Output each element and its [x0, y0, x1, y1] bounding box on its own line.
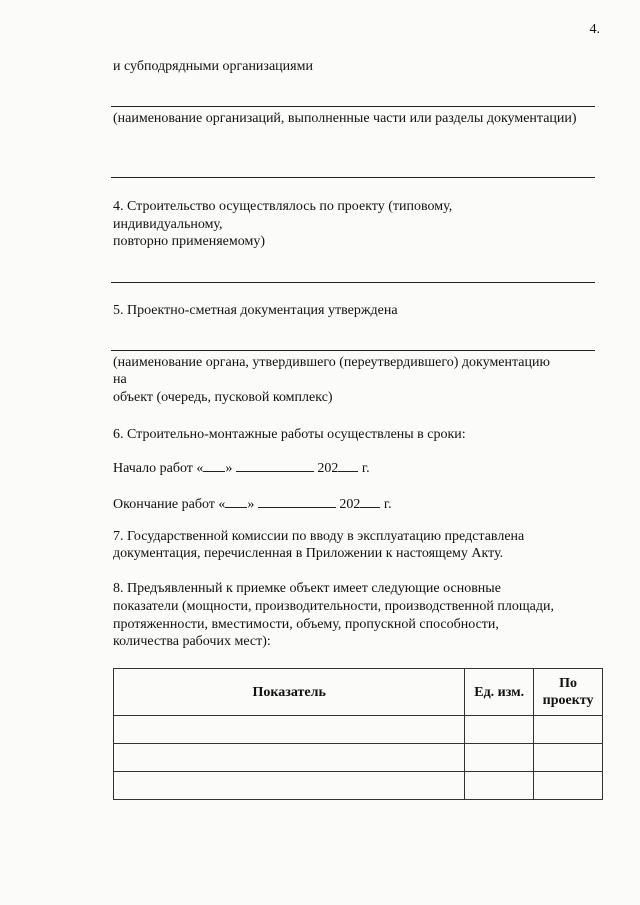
table-cell[interactable]	[114, 744, 465, 772]
table-cell[interactable]	[534, 744, 603, 772]
section5-hint-line3: объект (очередь, пусковой комплекс)	[113, 390, 333, 405]
start-date-line	[113, 458, 603, 477]
table-cell[interactable]	[114, 772, 465, 800]
table-row	[114, 716, 603, 744]
subcontractors-fill-line-2[interactable]	[111, 177, 595, 178]
end-day-field[interactable]	[225, 494, 247, 508]
subcontractors-text: и субподрядными организациями	[113, 59, 313, 74]
project-type-fill-line[interactable]	[111, 282, 595, 283]
section4-line2: индивидуальному,	[113, 217, 223, 232]
header-unit: Ед. изм.	[465, 669, 534, 716]
section8-line1: 8. Предъявленный к приемке объект имеет следующие основные	[113, 581, 501, 596]
end-year-suffix: г.	[383, 497, 392, 512]
table-cell[interactable]	[534, 772, 603, 800]
section7-line1: 7. Государственной комиссии по вводу в эксплуатацию представлена	[113, 529, 525, 544]
section5-hint-line1: (наименование органа, утвердившего (переутвердившего) документацию	[113, 355, 550, 370]
subcontractors-hint: (наименование организаций, выполненные части или разделы документации)	[113, 111, 577, 126]
header-by-project-line1: По	[559, 676, 577, 691]
table-row	[114, 744, 603, 772]
start-label: Начало работ «	[113, 461, 204, 476]
header-by-project-line2: проекту	[542, 693, 594, 708]
start-year-field[interactable]	[338, 458, 358, 472]
indicators-table	[113, 668, 603, 800]
section7-line2: документация, перечисленная в Приложении к настоящему Акту.	[113, 546, 504, 561]
section5-text: 5. Проектно-сметная документация утверждена	[113, 303, 398, 318]
approval-fill-line[interactable]	[111, 350, 595, 351]
table-cell[interactable]	[465, 716, 534, 744]
section8-line4: количества рабочих мест):	[113, 634, 271, 649]
section4-line3: повторно применяемому)	[113, 234, 265, 249]
end-quote-close: »	[247, 497, 255, 512]
section8-line3: протяженности, вместимости, объему, пропускной способности,	[113, 617, 499, 632]
end-year-field[interactable]	[360, 494, 380, 508]
header-by-project	[534, 669, 603, 716]
subcontractors-fill-line[interactable]	[111, 106, 595, 107]
start-year-suffix: г.	[361, 461, 370, 476]
end-label: Окончание работ «	[113, 497, 226, 512]
table-cell[interactable]	[534, 716, 603, 744]
start-month-field[interactable]	[236, 458, 314, 472]
section8-line2: показатели (мощности, производительности, производственной площади,	[113, 599, 554, 614]
start-year-prefix: 202	[317, 461, 339, 476]
section5-hint-line2: на	[113, 372, 127, 387]
start-quote-close: »	[225, 461, 233, 476]
section4-line1: 4. Строительство осуществлялось по проекту (типовому,	[113, 199, 453, 214]
end-date-line	[113, 494, 603, 513]
table-row	[114, 772, 603, 800]
header-indicator: Показатель	[114, 669, 465, 716]
end-month-field[interactable]	[258, 494, 336, 508]
table-header-row	[114, 669, 603, 716]
end-year-prefix: 202	[339, 497, 361, 512]
page-number: 4.	[589, 22, 600, 37]
table-cell[interactable]	[114, 716, 465, 744]
table-cell[interactable]	[465, 772, 534, 800]
section6-text: 6. Строительно-монтажные работы осуществлены в сроки:	[113, 427, 466, 442]
table-cell[interactable]	[465, 744, 534, 772]
start-day-field[interactable]	[203, 458, 225, 472]
